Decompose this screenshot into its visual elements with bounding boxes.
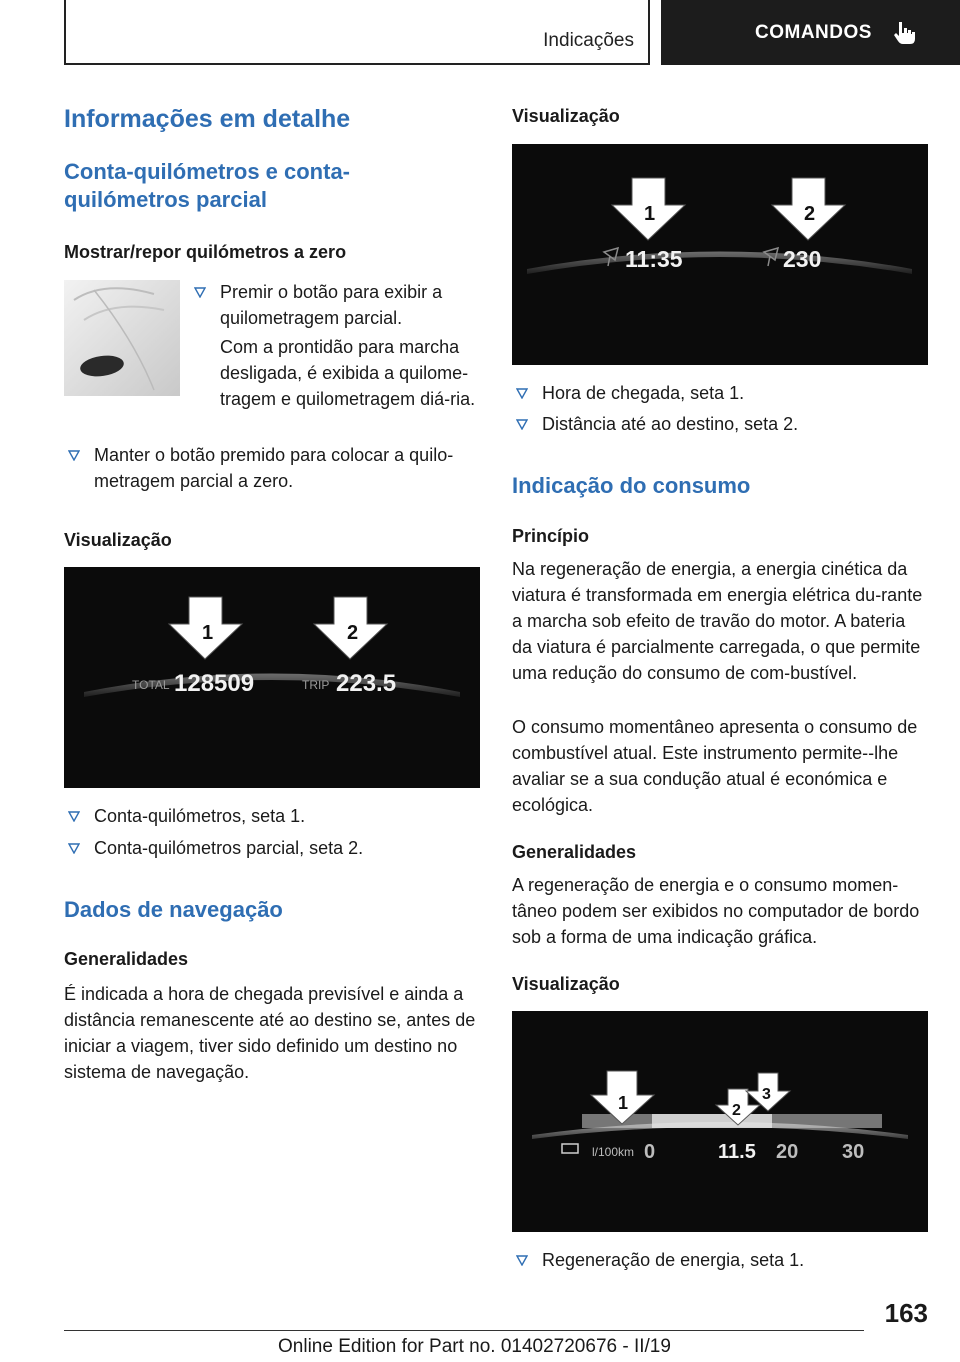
principle-paragraph-2: O consumo momentâneo apresenta o consumo de combustível atual. Este instrumento permite--lhe avaliar se a sua condução atual é económica e ecológica. [512,717,918,815]
header-section-title: Indicações [543,30,634,51]
nav-distance-value: 230 [783,246,822,272]
list-item-bullet1 [190,279,482,331]
heading-visual-left: Visualização [64,530,172,550]
footer-edition: Online Edition for Part no. 01402720676 - II/19 [278,1336,671,1357]
triangle-bullet-icon [516,1255,528,1266]
button-illustration [64,280,180,396]
triangle-bullet-icon [516,388,528,399]
cons-arrow-2-label: 2 [732,1102,741,1119]
bullet1-extra-text: Com a prontidão para marcha desligada, é exibida a quilome-tragem e quilometragem diá-ria. [220,337,476,409]
header-tick-right [648,0,650,65]
navigation-display-image [512,144,928,365]
header-chapter-tab [661,0,960,65]
bullet1-text: Premir o botão para exibir a quilometragem parcial. [220,282,443,328]
general-paragraph: A regeneração de energia e o consumo momen-tâneo podem ser exibidos no computador de bordo sob a forma de uma indicação gráfica. [512,875,920,947]
flag-icon [604,248,618,266]
list-item-bullet3 [64,803,482,829]
r-bullet1-text: Hora de chegada, seta 1. [542,383,745,403]
odometer-display-image [64,567,480,788]
odo-arrow-1-label: 1 [202,622,214,644]
subsection-title-odometer [64,158,464,214]
list-item-r-bullet1 [512,380,930,406]
list-item-bullet2 [64,442,482,494]
cons-scale-20: 20 [776,1141,799,1163]
header-chapter-label: COMANDOS [755,21,872,43]
heading-general-left: Generalidades [64,949,189,969]
footer-rule [64,1330,864,1331]
odo-trip-label: TRIP [302,678,330,692]
cons-scale-0: 0 [644,1141,656,1163]
battery-icon [562,1144,578,1153]
consumption-display-image [512,1011,928,1232]
triangle-bullet-icon [194,287,206,298]
subtitle-line-2: quilómetros parcial [64,187,267,212]
cons-scale-30: 30 [842,1141,865,1163]
odometer-button-photo [64,280,180,396]
subsection-title-consumption: Indicação do consumo [512,473,751,498]
cons-arrow-1-label: 1 [618,1093,629,1113]
odo-total-label: TOTAL [132,678,170,692]
triangle-bullet-icon [68,843,80,854]
odo-trip-value: 223.5 [336,670,397,697]
heading-show-reset: Mostrar/repor quilómetros a zero [64,242,347,262]
subsection-title-navigation: Dados de navegação [64,897,283,922]
cons-arrow-3-label: 3 [762,1086,771,1103]
triangle-bullet-icon [68,811,80,822]
bullet3-text: Conta-quilómetros, seta 1. [94,806,306,826]
principle-paragraph-1: Na regeneração de energia, a energia cinética da viatura é transformada em energia elétrica du-rante a marcha sob efeito de travão do motor. A bateria da viatura é parcialmente carregada, o que permite uma redução do consumo de com-bustível. [512,559,923,683]
hand-pointer-icon [892,20,918,46]
list-item-r-bullet2 [512,411,930,437]
heading-visual-right: Visualização [512,106,620,126]
page-number: 163 [884,1298,928,1328]
nav-time-value: 11:35 [625,246,683,272]
section-title-details: Informações em detalhe [64,105,351,133]
header-tick-left [64,0,66,65]
bullet2-text: Manter o botão premido para colocar a quilo-metragem parcial a zero. [94,445,454,491]
navigation-paragraph: É indicada a hora de chegada previsível e ainda a distância remanescente até ao destino se, antes de iniciar a viagem, tiver sido definido um destino no sistema de navegação. [64,984,476,1082]
r-bullet2-text: Distância até ao destino, seta 2. [542,414,799,434]
odo-arrow-2-label: 2 [347,622,359,644]
odo-total-value: 128509 [174,670,255,697]
nav-arrow-1-label: 1 [644,203,656,225]
list-item-bullet4 [64,835,482,861]
cons-unit: l/100km [592,1145,635,1159]
subtitle-line-1: Conta-quilómetros e conta- [64,159,351,184]
heading-general-right: Generalidades [512,842,637,862]
heading-principle: Princípio [512,526,590,546]
list-item-r-bullet3 [512,1247,930,1273]
triangle-bullet-icon [68,450,80,461]
triangle-bullet-icon [516,419,528,430]
cons-value: 11.5 [718,1141,756,1163]
r-bullet3-text: Regeneração de energia, seta 1. [542,1250,805,1270]
header-rule [64,63,650,65]
nav-arrow-2-label: 2 [804,203,816,225]
bullet4-text: Conta-quilómetros parcial, seta 2. [94,838,364,858]
heading-visual-right-2: Visualização [512,974,620,994]
